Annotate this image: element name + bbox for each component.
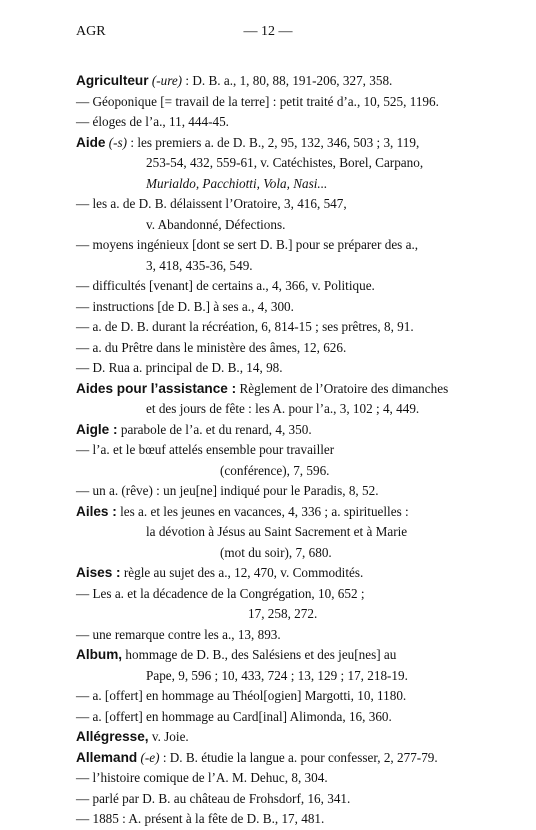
headword: Aides pour l’assistance : <box>76 380 237 396</box>
entry-line: (mot du soir), 7, 680. <box>220 544 332 560</box>
headword: Album, <box>76 647 123 662</box>
entry-line: — 1885 : A. présent à la fête de D. B., 17, 481. <box>76 811 325 826</box>
headword: Ailes : <box>76 503 117 519</box>
entry-text: v. Joie. <box>151 729 189 744</box>
entry-line: — instructions [de D. B.] à ses a., 4, 300. <box>76 298 294 314</box>
headword-suffix: (-e) <box>140 749 160 765</box>
headword: Aigle : <box>76 421 118 437</box>
entry-allemand <box>76 748 464 769</box>
entry-text: : D. B. a., 1, 80, 88, 191-206, 327, 358. <box>185 73 393 88</box>
entry-ailes <box>76 502 464 523</box>
headword: Allemand <box>76 749 138 765</box>
entry-line: — D. Rua a. principal de D. B., 14, 98. <box>76 360 283 375</box>
entry-line: — Géoponique [= travail de la terre] : petit traité d’a., 10, 525, 1196. <box>76 93 439 109</box>
entry-line: — difficultés [venant] de certains a., 4, 366, v. Politique. <box>76 278 375 293</box>
entry-line: et des jours de fête : les A. pour l’a., 3, 102 ; 4, 449. <box>146 401 420 416</box>
entry-text: : D. B. étudie la langue a. pour confesser, 2, 277-79. <box>162 749 438 765</box>
entry-text: hommage de D. B., des Salésiens et des jeu[nes] au <box>125 647 397 662</box>
entry-line: — une remarque contre les a., 13, 893. <box>76 626 281 642</box>
entry-line: — a. du Prêtre dans le ministère des âmes, 12, 626. <box>76 339 347 355</box>
entry-album <box>76 645 464 666</box>
entry-aides-assistance <box>76 379 464 400</box>
entries-column <box>76 71 464 830</box>
headword: Agriculteur <box>76 73 149 88</box>
entry-text: parabole de l’a. et du renard, 4, 350. <box>120 421 312 437</box>
entry-agriculteur <box>76 71 464 92</box>
entry-line: 17, 258, 272. <box>248 606 318 621</box>
entry-allegresse <box>76 727 464 748</box>
headword: Aises : <box>76 565 121 580</box>
entry-text: règle au sujet des a., 12, 470, v. Commodités. <box>123 565 364 580</box>
entry-line: — moyens ingénieux [dont se sert D. B.] pour se préparer des a., <box>76 237 419 252</box>
entry-line: — les a. de D. B. délaissent l’Oratoire, 3, 416, 547, <box>76 196 347 211</box>
entry-line: v. Abandonné, Défections. <box>146 216 286 232</box>
entry-line: — a. [offert] en hommage au Théol[ogien] Margotti, 10, 1180. <box>76 688 407 703</box>
entry-text: : les premiers a. de D. B., 2, 95, 132, 346, 503 ; 3, 119, <box>130 134 420 150</box>
headword-suffix: (-s) <box>108 134 128 150</box>
entry-text: Règlement de l’Oratoire des dimanches <box>239 380 449 396</box>
entry-aide <box>76 133 464 154</box>
entry-line: — l’a. et le bœuf attelés ensemble pour travailler <box>76 442 335 457</box>
entry-line: — a. [offert] en hommage au Card[inal] Alimonda, 16, 360. <box>76 708 392 724</box>
entry-line: Pape, 9, 596 ; 10, 433, 724 ; 13, 129 ; 17, 218-19. <box>146 667 408 683</box>
entry-line: la dévotion à Jésus au Saint Sacrement et à Marie <box>146 524 408 539</box>
headword: Allégresse, <box>76 729 149 744</box>
entry-line: — éloges de l’a., 11, 444-45. <box>76 114 229 129</box>
entry-aigle <box>76 420 464 441</box>
entry-line: Murialdo, Pacchiotti, Vola, Nasi... <box>146 175 328 191</box>
running-header: AGR <box>76 24 106 39</box>
headword-suffix: (-ure) <box>151 73 183 88</box>
entry-line: 3, 418, 435-36, 549. <box>146 257 253 273</box>
entry-line: — parlé par D. B. au château de Frohsdorf, 16, 341. <box>76 790 351 806</box>
entry-line: — a. de D. B. durant la récréation, 6, 814-15 ; ses prêtres, 8, 91. <box>76 319 414 334</box>
entry-text: les a. et les jeunes en vacances, 4, 336 ; a. spirituelles : <box>120 503 409 519</box>
headword: Aide <box>76 134 106 150</box>
entry-line: — un a. (rêve) : un jeu[ne] indiqué pour le Paradis, 8, 52. <box>76 483 379 498</box>
entry-line: — l’histoire comique de l’A. M. Dehuc, 8, 304. <box>76 770 328 785</box>
entry-aises <box>76 563 464 584</box>
entry-line: 253-54, 432, 559-61, v. Catéchistes, Borel, Carpano, <box>146 155 424 170</box>
page-number: — 12 — <box>243 24 293 39</box>
entry-line: (conférence), 7, 596. <box>220 462 330 478</box>
entry-line: — Les a. et la décadence de la Congrégation, 10, 652 ; <box>76 585 365 601</box>
